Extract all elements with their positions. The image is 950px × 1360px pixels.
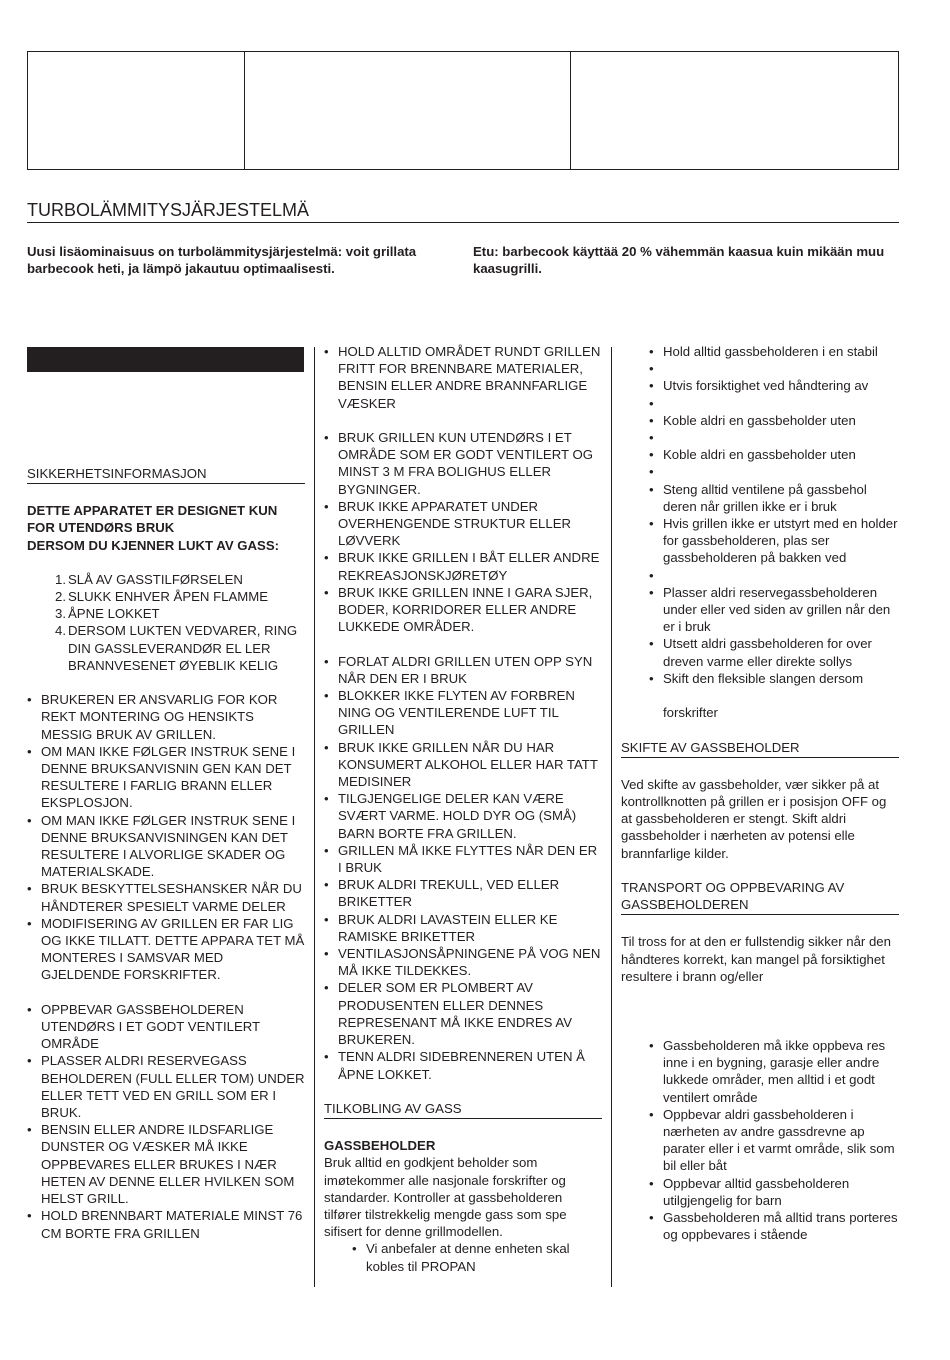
list-item: • Hvis grillen ikke er utstyrt med en holder for gassbeholderen, plas ser gassbeholderen på bakken ved	[621, 515, 899, 567]
list-item: • GRILLEN MÅ IKKE FLYTTES NÅR DEN ER I BRUK	[324, 842, 602, 876]
list-item: • BRUK BESKYTTELSESHANSKER NÅR DU HÅNDTERER SPESIELT VARME DELER	[27, 880, 305, 914]
safety-bullets-b	[27, 1001, 305, 1242]
list-item: 3. ÅPNE LOKKET	[55, 606, 160, 622]
list-item: • BRUK IKKE GRILLEN NÅR DU HAR KONSUMERT ALKOHOL ELLER HAR TATT MEDISINER	[324, 739, 602, 791]
list-item: • BRUK GRILLEN KUN UTENDØRS I ET OMRÅDE SOM ER GODT VENTILERT OG MINST 3 M FRA BOLIGHUS ELLER BYGNINGER.	[324, 429, 602, 498]
list-item: • OPPBEVAR GASSBEHOLDEREN UTENDØRS I ET GODT VENTILERT OMRÅDE	[27, 1001, 305, 1053]
list-item: • OM MAN IKKE FØLGER INSTRUK SENE I DENNE BRUKSANVISNIN GEN KAN DET RESULTERE I FARLIG BRANN ELLER EKSPLOSJON.	[27, 743, 305, 812]
section-bar	[27, 347, 304, 372]
gas-container-paragraph: Bruk alltid en godkjent beholder som imøtekommer alle nasjonale forskrifter og standarder. Kontroller at gassbeholderen tilfører tilstrekkelig mengde gass som spe sifisert for denne grillmodellen.	[324, 1155, 567, 1240]
list-item: • BRUK IKKE GRILLEN I BÅT ELLER ANDRE REKREASJONSKJØRETØY	[324, 549, 602, 583]
list-item: • PLASSER ALDRI RESERVEGASS BEHOLDEREN (FULL ELLER TOM) UNDER ELLER TETT VED EN GRILL SOM ER I BRUK.	[27, 1052, 305, 1121]
safety-bullets-a	[27, 691, 305, 983]
grill-bullet-top	[324, 343, 602, 412]
list-item: • Oppbevar alltid gassbeholderen utilgjengelig for barn	[621, 1175, 899, 1209]
list-item: • BENSIN ELLER ANDRE ILDSFARLIGE DUNSTER OG VÆSKER MÅ IKKE OPPBEVARES ELLER BRUKES I NÆR HETEN AV DENNE ELLER HVILKEN SOM HELST GRILL.	[27, 1121, 305, 1207]
list-item: • BRUK ALDRI LAVASTEIN ELLER KE RAMISKE BRIKETTER	[324, 911, 602, 945]
gas-container-subheading: GASSBEHOLDER	[324, 1138, 436, 1154]
list-item: 2. SLUKK ENHVER ÅPEN FLAMME	[55, 589, 269, 605]
list-item: • DELER SOM ER PLOMBERT AV PRODUSENTEN ELLER DENNES REPRESENANT MÅ IKKE ENDRES AV BRUKEREN.	[324, 979, 602, 1048]
column-3	[621, 343, 899, 1243]
list-item: • Steng alltid ventilene på gassbehol deren når grillen ikke er i bruk	[621, 481, 899, 515]
list-item: • BRUK ALDRI TREKULL, VED ELLER BRIKETTER	[324, 876, 602, 910]
column-2	[324, 343, 602, 1275]
gas-steps-list	[27, 571, 305, 674]
column-1	[27, 465, 305, 1242]
gas-smell-warning: DERSOM DU KJENNER LUKT AV GASS:	[27, 537, 280, 553]
regulations-text: forskrifter	[663, 705, 718, 721]
list-item: • BLOKKER IKKE FLYTEN AV FORBREN NING OG VENTILERENDE LUFT TIL GRILLEN	[324, 687, 602, 739]
column-divider	[611, 347, 612, 1287]
column-divider	[314, 347, 315, 1287]
list-item: • BRUK IKKE GRILLEN INNE I GARA SJER, BODER, KORRIDORER ELLER ANDRE LUKKEDE OMRÅDER.	[324, 584, 602, 636]
grill-bullets-a	[324, 429, 602, 635]
list-item: • Koble aldri en gassbeholder uten	[621, 446, 899, 463]
list-item: • Utsett aldri gassbeholderen for over dreven varme eller direkte sollys	[621, 635, 899, 669]
table-divider	[244, 52, 245, 169]
list-item: • TENN ALDRI SIDEBRENNEREN UTEN Å ÅPNE LOKKET.	[324, 1048, 602, 1082]
spacer	[621, 567, 899, 584]
list-item: • HOLD ALLTID OMRÅDET RUNDT GRILLEN FRITT FOR BRENNBARE MATERIALER, BENSIN ELLER ANDRE BRANNFARLIGE VÆSKER	[324, 343, 602, 412]
spacer	[621, 429, 899, 446]
list-item: • Vi anbefaler at denne enheten skal kobles til PROPAN	[324, 1240, 602, 1274]
list-item: • HOLD BRENNBART MATERIALE MINST 76 CM BORTE FRA GRILLEN	[27, 1207, 305, 1241]
gas-bullets-b	[621, 1037, 899, 1243]
turbo-left-text: Uusi lisäominaisuus on turbolämmitysjärjestelmä: voit grillata barbecook heti, ja lämpö jakautuu optimaalisesti.	[27, 244, 417, 277]
turbo-right-text: Etu: barbecook käyttää 20 % vähemmän kaasua kuin mikään muu kaasugrilli.	[473, 244, 885, 277]
transport-storage-heading: TRANSPORT OG OPPBEVARING AV GASSBEHOLDEREN	[621, 879, 899, 915]
table-divider	[570, 52, 571, 169]
list-item: • OM MAN IKKE FØLGER INSTRUK SENE I DENNE BRUKSANVISNINGEN KAN DET RESULTERE I ALVORLIGE SKADER OG MATERIALSKADE.	[27, 812, 305, 881]
gas-replacement-heading: SKIFTE AV GASSBEHOLDER	[621, 739, 899, 758]
list-item: • Koble aldri en gassbeholder uten	[621, 412, 899, 429]
list-item: • BRUKEREN ER ANSVARLIG FOR KOR REKT MONTERING OG HENSIKTS MESSIG BRUK AV GRILLEN.	[27, 691, 305, 743]
list-item: 4. DERSOM LUKTEN VEDVARER, RING DIN GASSLEVERANDØR EL LER BRANNVESENET ØYEBLIK KELIG	[55, 623, 298, 673]
list-item: • Skift den fleksible slangen dersom	[621, 670, 899, 687]
propane-bullet	[324, 1240, 602, 1274]
list-item: • Plasser aldri reservegassbeholderen under eller ved siden av grillen når den er i bruk	[621, 584, 899, 636]
list-item: • FORLAT ALDRI GRILLEN UTEN OPP SYN NÅR DEN ER I BRUK	[324, 653, 602, 687]
outdoor-warning: DETTE APPARATET ER DESIGNET KUN FOR UTENDØRS BRUK	[27, 503, 278, 536]
spacer	[621, 463, 899, 480]
list-item: • VENTILASJONSÅPNINGENE PÅ VOG NEN MÅ IKKE TILDEKKES.	[324, 945, 602, 979]
gas-connection-heading: TILKOBLING AV GASS	[324, 1100, 602, 1119]
header-table	[27, 51, 899, 170]
list-item: • MODIFISERING AV GRILLEN ER FAR LIG OG IKKE TILLATT. DETTE APPARA TET MÅ MONTERES I SAMSVAR MED GJELDENDE FORSKRIFTER.	[27, 915, 305, 984]
list-item: 1. SLÅ AV GASSTILFØRSELEN	[55, 571, 243, 587]
list-item: • Utvis forsiktighet ved håndtering av	[621, 377, 899, 394]
gas-replacement-paragraph: Ved skifte av gassbeholder, vær sikker på at kontrollknotten på grillen er i posisjon OFF og at gassbeholderen er stengt. Skift aldri gassbeholder i nærheten av potensi elle brannfarlige kilder.	[621, 776, 887, 861]
turbo-title: TURBOLÄMMITYSJÄRJESTELMÄ	[27, 199, 899, 223]
transport-storage-paragraph: Til tross for at den er fullstendig sikker når den håndteres korrekt, kan mangel på forsiktighet resultere i brann og/eller	[621, 934, 891, 984]
list-item: • Oppbevar aldri gassbeholderen i nærheten av andre gassdrevne ap parater eller i et varmt område, slik som bil eller båt	[621, 1106, 899, 1175]
spacer	[621, 395, 899, 412]
list-item: • TILGJENGELIGE DELER KAN VÆRE SVÆRT VARME. HOLD DYR OG (SMÅ) BARN BORTE FRA GRILLEN.	[324, 790, 602, 842]
grill-bullets-b	[324, 653, 602, 1083]
list-item: • Hold alltid gassbeholderen i en stabil	[621, 343, 899, 360]
gas-bullets-a	[621, 343, 899, 687]
spacer	[621, 360, 899, 377]
safety-info-heading: SIKKERHETSINFORMASJON	[27, 465, 305, 484]
list-item: • Gassbeholderen må ikke oppbeva res inne i en bygning, garasje eller andre lukkede områder, men alltid i et godt ventilert område	[621, 1037, 899, 1106]
list-item: • Gassbeholderen må alltid trans porteres og oppbevares i stående	[621, 1209, 899, 1243]
list-item: • BRUK IKKE APPARATET UNDER OVERHENGENDE STRUKTUR ELLER LØVVERK	[324, 498, 602, 550]
